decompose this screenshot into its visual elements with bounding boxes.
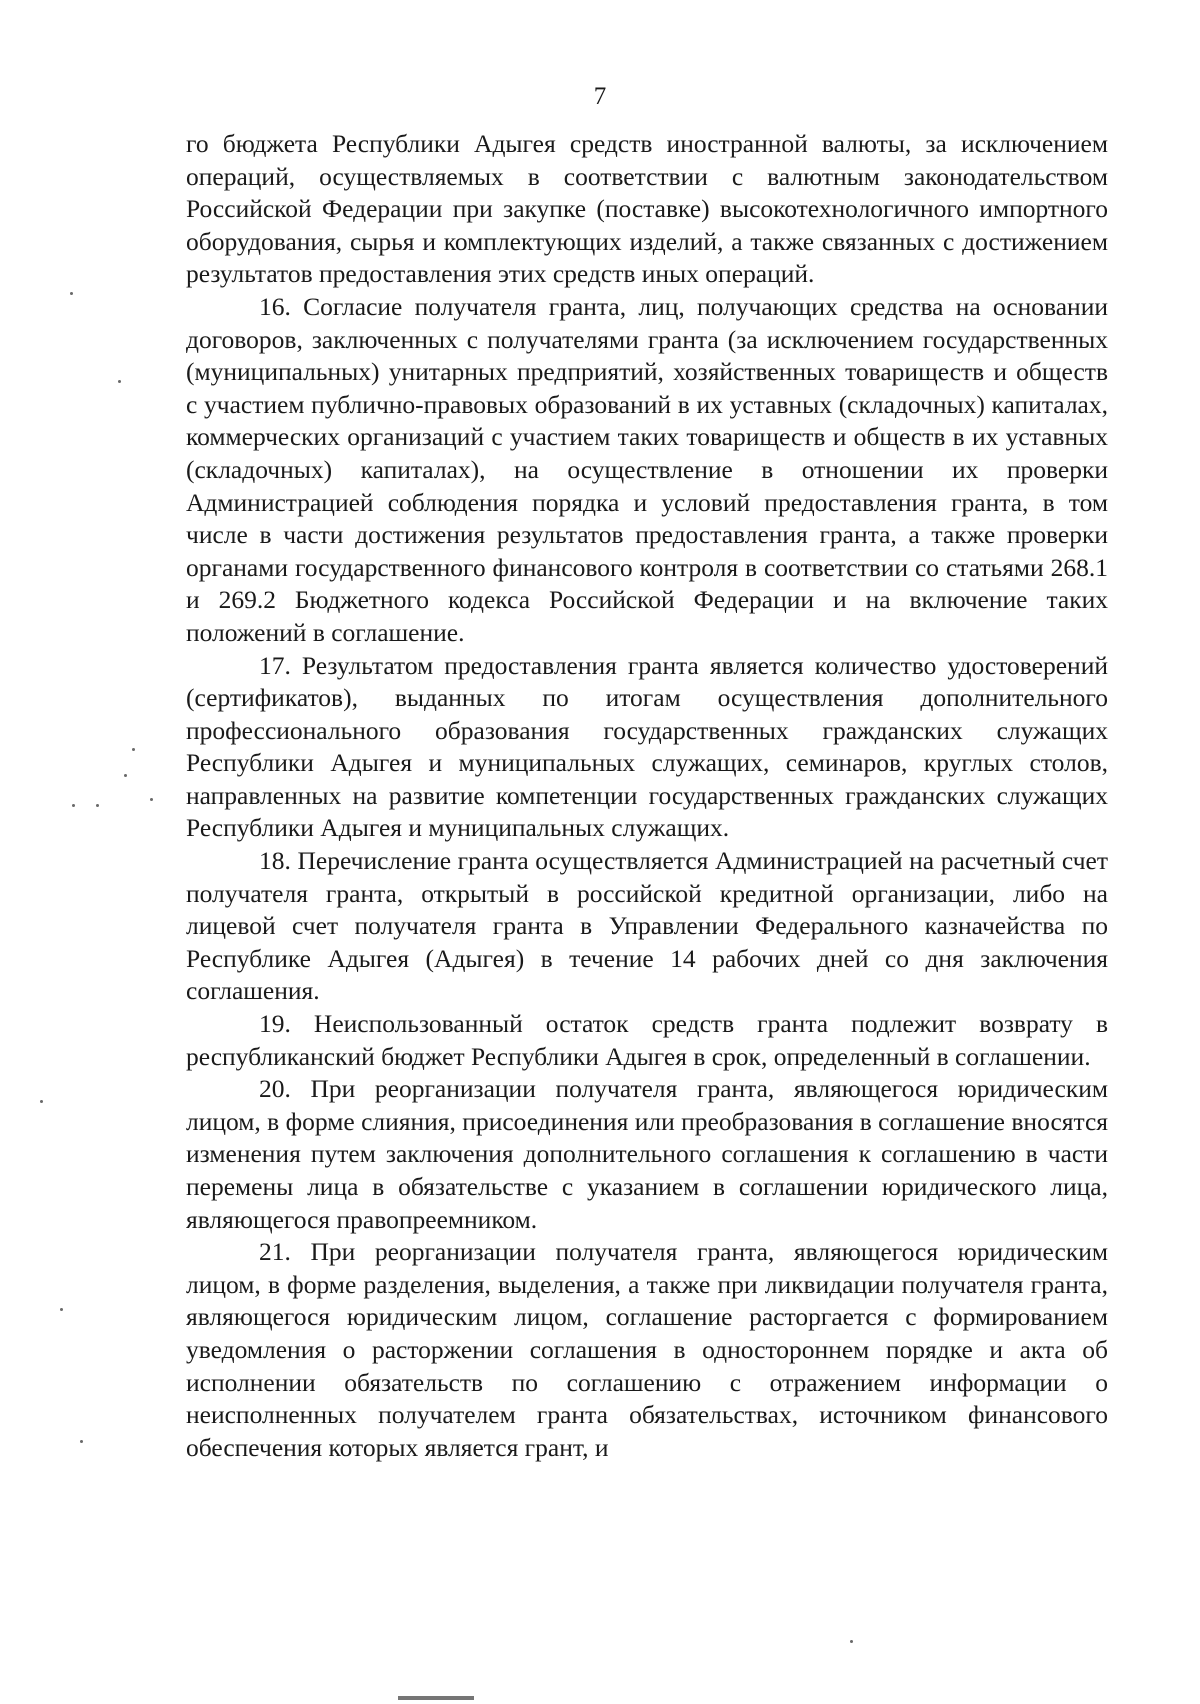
scan-speck — [72, 804, 75, 807]
page-number: 7 — [593, 83, 607, 110]
scan-speck — [80, 1440, 83, 1443]
scan-speck — [70, 292, 73, 295]
scan-speck — [132, 748, 135, 751]
paragraph-16: 16. Согласие получателя гранта, лиц, получающих средства на основании договоров, заключенных с получателями гранта (за исключением государственных (муниципальных) унитарных предприятий, хозяйственных товариществ и обществ с участием публично-правовых образований в их уставных (складочных) капиталах, коммерческих организаций с участием таких товариществ и обществ в их уставных (складочных) капиталах), на осуществление в отношении их проверки Администрацией соблюдения порядка и условий предоставления гранта, в том числе в части достижения результатов предоставления гранта, а также проверки органами государственного финансового контроля в соответствии со статьями 268.1 и 269.2 Бюджетного кодекса Российской Федерации и на включение таких положений в соглашение. — [186, 291, 1108, 647]
scan-speck — [850, 1640, 853, 1643]
scan-speck — [96, 804, 99, 807]
paragraph-21: 21. При реорганизации получателя гранта, являющегося юридическим лицом, в форме разделения, выделения, а также при ликвидации получателя гранта, являющегося юридическим лицом, соглашение расторгается с формированием уведомления о расторжении соглашения в одностороннем порядке и акта об исполнении обязательств по соглашению с отражением информации о неисполненных получателем гранта обязательствах, источником финансового обеспечения которых является грант, и — [186, 1237, 1108, 1462]
scan-speck — [150, 798, 153, 801]
scan-speck — [124, 774, 127, 777]
paragraph-19: 19. Неиспользованный остаток средств гранта подлежит возврату в республиканский бюджет Республики Адыгея в срок, определенный в соглашении. — [186, 1009, 1108, 1071]
paragraph-17: 17. Результатом предоставления гранта является количество удостоверений (сертификатов), выданных по итогам осуществления дополнительного профессионального образования государственных гражданских служащих Республики Адыгея и муниципальных служащих, семинаров, круглых столов, направленных на развитие компетенции государственных гражданских служащих Республики Адыгея и муниципальных служащих. — [186, 650, 1108, 843]
paragraph-20: 20. При реорганизации получателя гранта, являющегося юридическим лицом, в форме слияния, присоединения или преобразования в соглашение вносятся изменения путем заключения дополнительного соглашения к соглашению в части перемены лица в обязательстве с указанием в соглашении юридического лица, являющегося правопреемником. — [186, 1074, 1108, 1234]
scan-speck — [40, 1100, 43, 1103]
scan-speck — [60, 1308, 63, 1311]
document-body — [186, 128, 1108, 1464]
scan-edge-mark — [398, 1696, 474, 1700]
paragraph-continuation: го бюджета Республики Адыгея средств иностранной валюты, за исключением операций, осуществляемых в соответствии с валютным законодательством Российской Федерации при закупке (поставке) высокотехнологичного импортного оборудования, сырья и комплектующих изделий, а также связанных с достижением результатов предоставления этих средств иных операций. — [186, 129, 1108, 289]
scan-speck — [118, 380, 121, 383]
paragraph-18: 18. Перечисление гранта осуществляется Администрацией на расчетный счет получателя гранта, открытый в российской кредитной организации, либо на лицевой счет получателя гранта в Управлении Федерального казначейства по Республике Адыгея (Адыгея) в течение 14 рабочих дней со дня заключения соглашения. — [186, 846, 1108, 1006]
